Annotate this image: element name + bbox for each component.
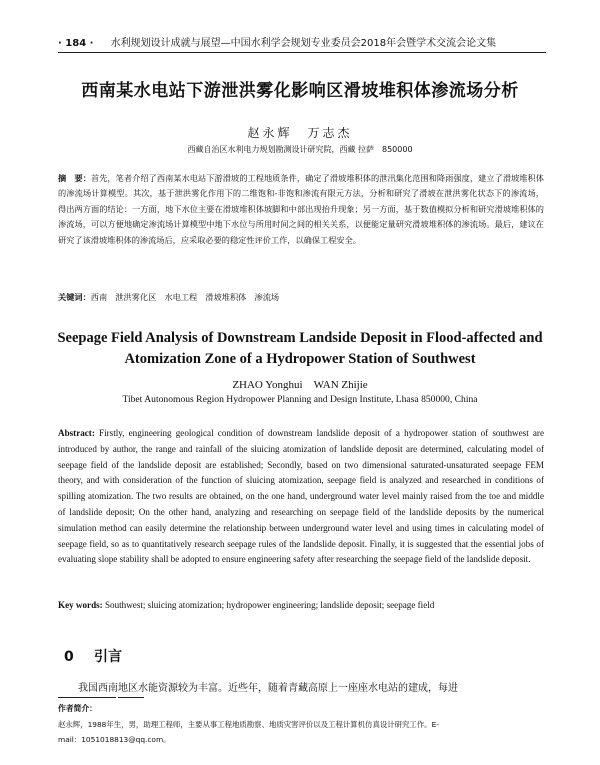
- section-number: 0: [64, 649, 74, 665]
- section-title: 引言: [94, 649, 122, 665]
- abstract-en: [58, 426, 544, 568]
- section-heading: [64, 646, 122, 666]
- intro-paragraph: 我国西南地区水能资源较为丰富。近些年，随着青藏高原上一座座水电站的建成，每进: [78, 683, 458, 694]
- affiliation-cn: 西藏自治区水利电力规划勘测设计研究院，西藏 拉萨 850000: [187, 145, 413, 154]
- title-en-line1: Seepage Field Analysis of Downstream Landside Deposit in Flood-affected and: [57, 330, 543, 346]
- header-rule: [58, 52, 546, 53]
- footnote-text: [58, 717, 546, 747]
- keywords-en-label: Key words:: [58, 600, 103, 610]
- abstract-en-text: Firstly, engineering geological condition of downstream landslide deposit of a hydropower station of southwest are introduced by author, the range and rainfall of the sluicing atomization of landslide deposit are determined, calculating model of seepage field of the landslide deposit are established; Secondly, based on two dimensional saturated-unsaturated seepage FEM theory, and with consideration of the function of sluicing atomization, seepage field is analyzed and researched in conditions of spilling atomization. The two results are obtained, on the one hand, underground water level mainly raised from the toe and middle of landslide deposit; On the other hand, analyzing and researching on seepage field of the landslide deposits by the numerical simulation method can easily determine the relationship between underground water level and using times in calculating model of seepage field, so as to quantitatively research seepage rules of the landslide deposit. Finally, it is suggested that the essential jobs of evaluating slope stability shall be adopted to ensure engineering safety after researching the seepage field of the landslide deposit.: [58, 428, 544, 565]
- keywords-en: [58, 600, 544, 610]
- abstract-cn-text: 首先，笔者介绍了西南某水电站下游滑坡的工程地质条件，确定了滑坡堆积体的泄汛集化范围和降雨强度，建立了滑坡堆积体的渗流场计算模型。其次，基于泄洪雾化作用下的二维饱和-非饱和渗流有限元方法，分析和研究了滑坡在泄洪雾化状态下的渗流场，得出两方面的结论：一方面，地下水位主要在滑坡堆积体坡脚和中部出现抬升现象；另一方面，基于数值模拟分析和研究滑坡堆积体的渗流场，可以方便地确定渗流场计算模型中地下水位与所用时间之间的相关关系，以便能定量研究滑坡堆积体的渗流场。最后，建议在研究了该滑坡堆积体的渗流场后，应采取必要的稳定性评价工作，以确保工程安全。: [58, 173, 544, 245]
- keywords-en-text: Southwest; sluicing atomization; hydropower engineering; landslide deposit; seepage field: [102, 600, 435, 610]
- affiliation-en: Tibet Autonomous Region Hydropower Planning and Design Institute, Lhasa 850000, China: [122, 394, 478, 405]
- keywords-cn: [58, 292, 544, 303]
- footnote-rule-extension: [118, 697, 144, 698]
- journal-name: 水利规划设计成就与展望—中国水利学会规划专业委员会2018年会暨学术交流会论文集: [110, 38, 497, 49]
- running-header: [58, 34, 558, 49]
- keywords-cn-label: 关键词：: [58, 292, 91, 302]
- footnote-label: 作者简介：: [58, 704, 97, 713]
- title-en-line2: Atomization Zone of a Hydropower Station of Southwest: [124, 351, 476, 367]
- abstract-en-label: Abstract:: [58, 428, 95, 438]
- keywords-cn-text: 西南 泄洪雾化区 水电工程 滑坡堆积体 渗流场: [90, 292, 280, 302]
- footnote-line1: 赵永辉，1988年生，男，助理工程师，主要从事工程地质勘察、地质灾害评价以及工程计算机仿真设计研究工作。E-: [58, 720, 439, 729]
- title-en: [40, 328, 560, 370]
- authors-en: ZHAO Yonghui WAN Zhijie: [232, 379, 368, 391]
- page-number: · 184 ·: [58, 38, 94, 49]
- abstract-cn: [58, 171, 544, 248]
- authors-cn: 赵永辉 万志杰: [247, 126, 353, 140]
- title-cn: 西南某水电站下游泄洪雾化影响区滑坡堆积体渗流场分析: [81, 81, 519, 101]
- footnote-line2: mail：1051018813@qq.com。: [58, 735, 171, 744]
- footnote-rule: [58, 697, 116, 698]
- abstract-cn-label: 摘 要：: [58, 173, 91, 183]
